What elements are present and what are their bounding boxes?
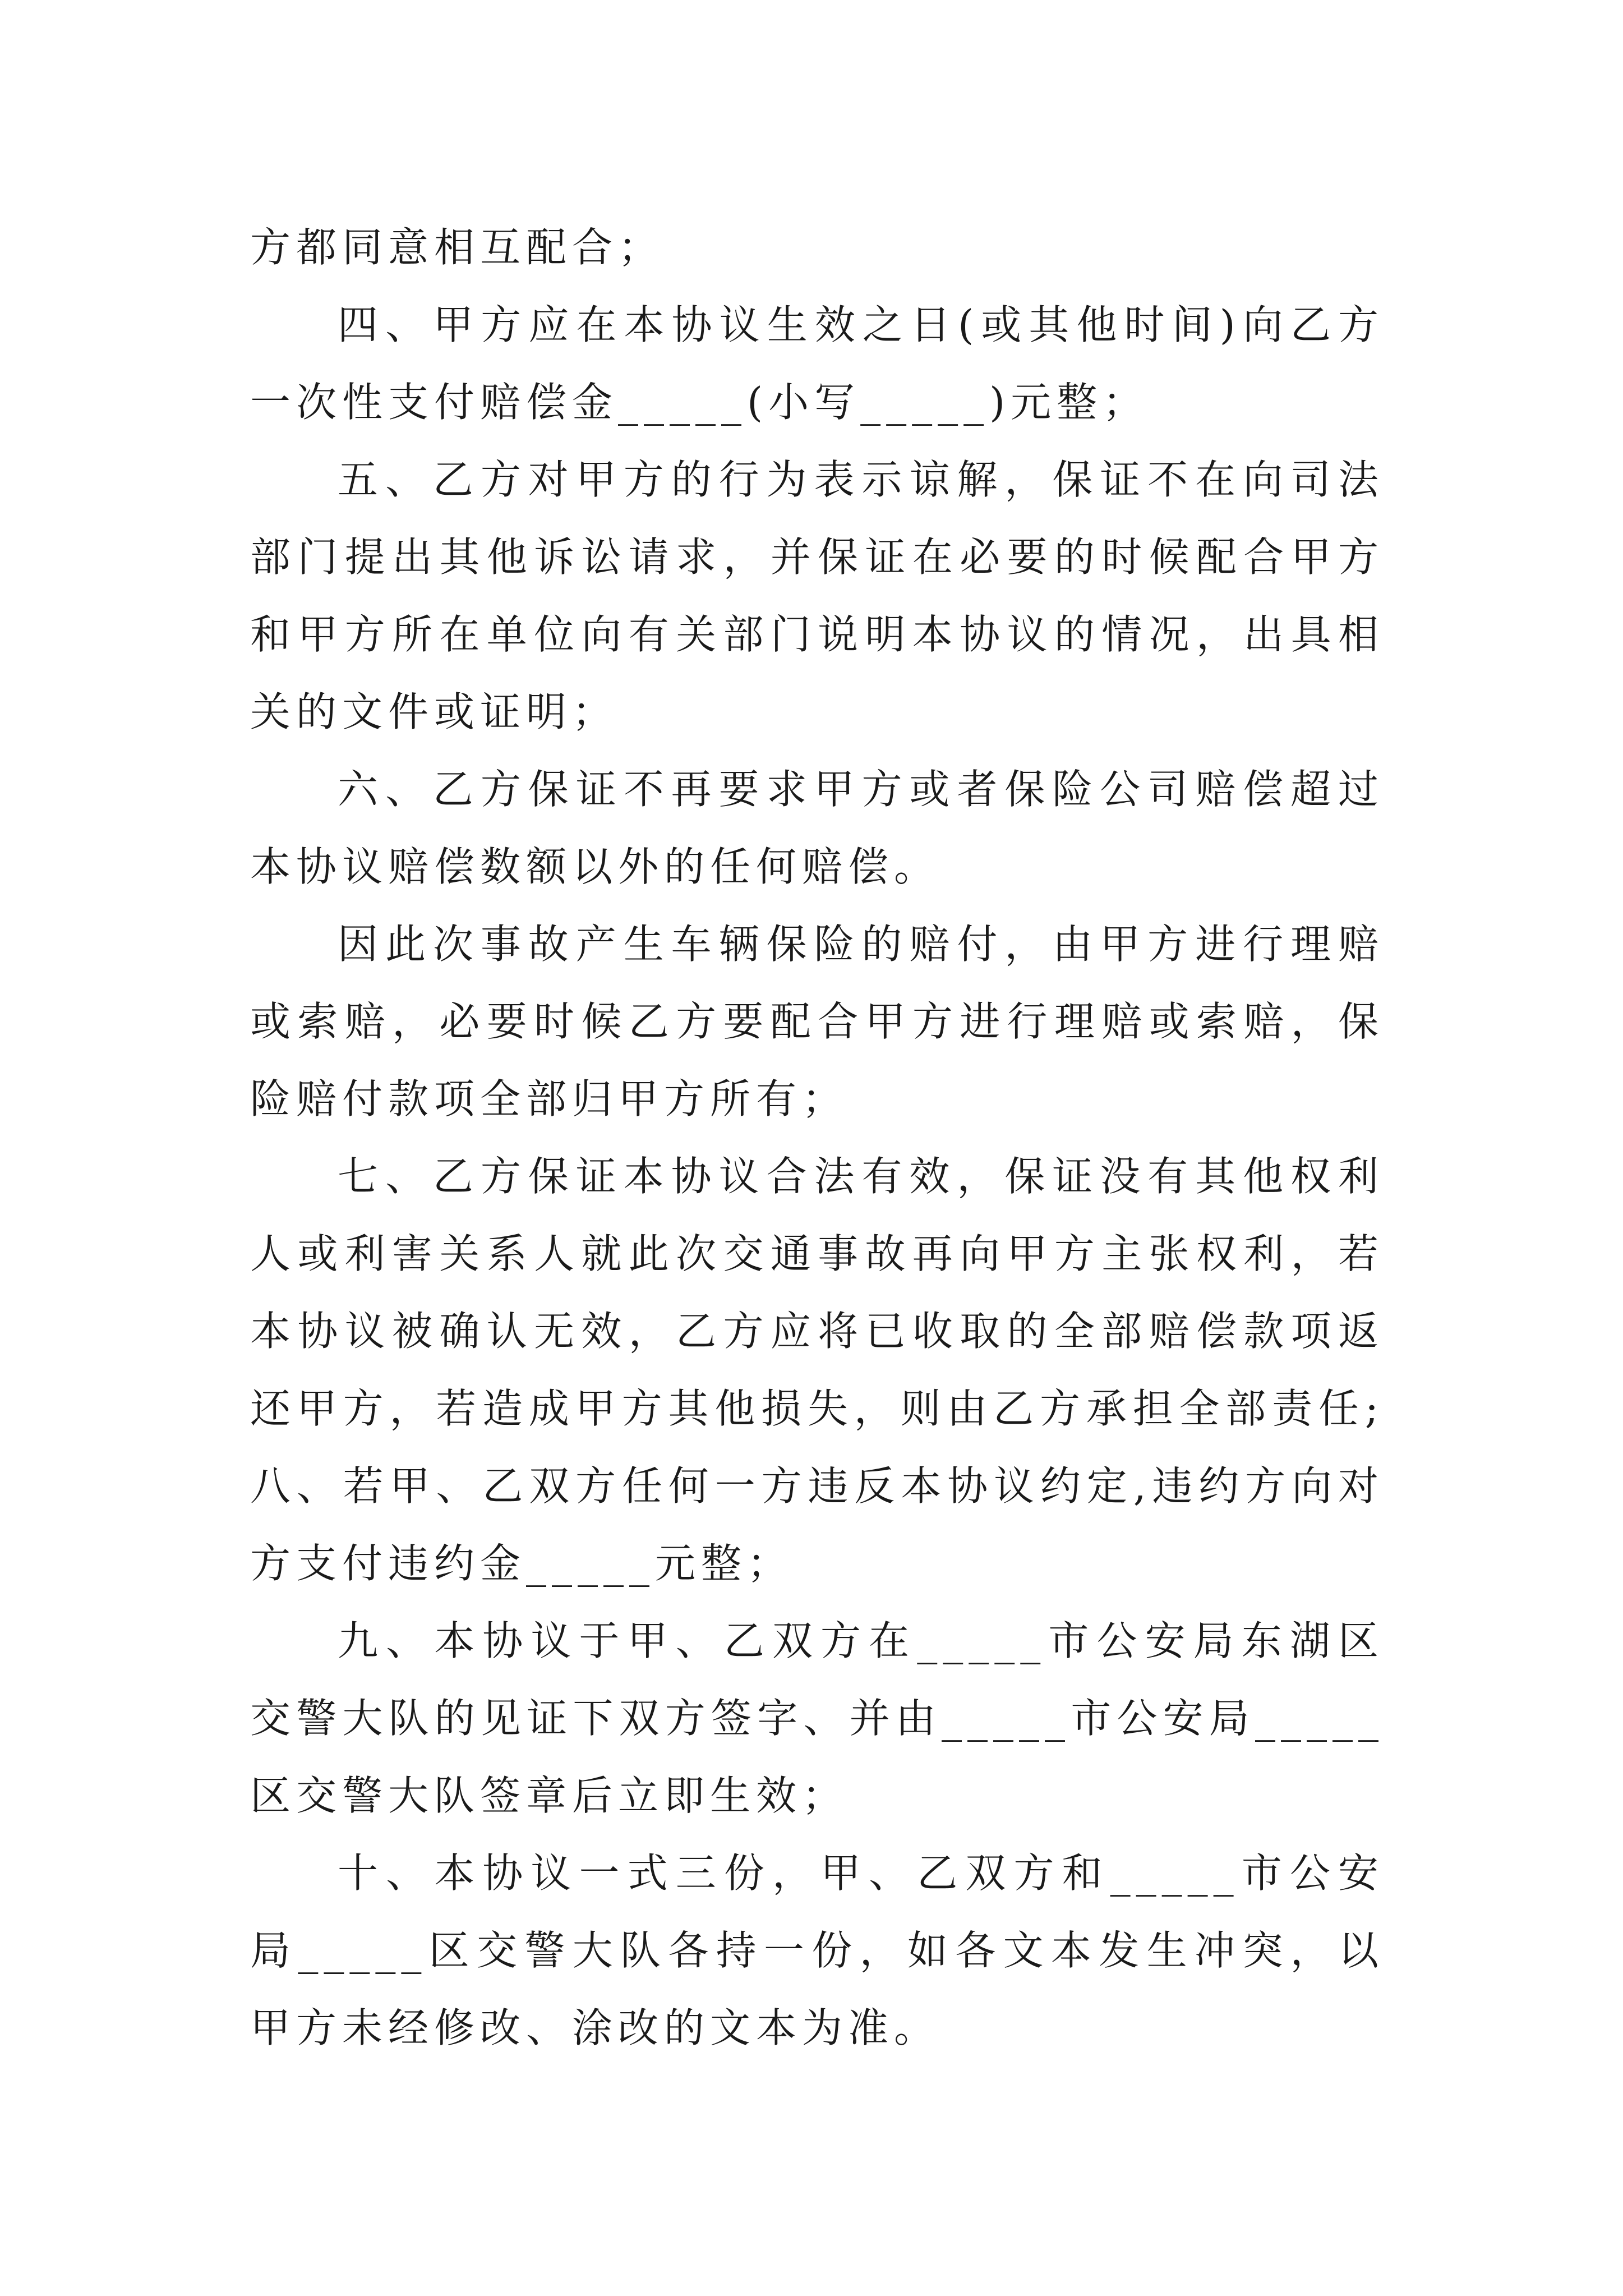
paragraph-continuation: 方都同意相互配合； — [250, 224, 665, 271]
paragraph-clause-7-8: 七、乙方保证本协议合法有效，保证没有其他权利人或利害关系人就此次交通事故再向甲方主张权利，若本协议被确认无效，乙方应将已收取的全部赔偿款项返还甲方，若造成甲方其他损失，则由乙方承担全部责任;八、若甲、乙双方任何一方违反本协议约定,违约方向对方支付违约金_____元整； — [250, 1153, 1384, 1587]
document-body — [250, 209, 1384, 2067]
paragraph-clause-4: 四、甲方应在本协议生效之日(或其他时间)向乙方一次性支付赔偿金_____(小写_____)元整； — [250, 301, 1384, 426]
paragraph-clause-10: 十、本协议一式三份，甲、乙双方和_____市公安局_____区交警大队各持一份，如各文本发生冲突，以甲方未经修改、涂改的文本为准。 — [250, 1849, 1384, 2051]
paragraph-insurance: 因此次事故产生车辆保险的赔付，由甲方进行理赔或索赔，必要时候乙方要配合甲方进行理赔或索赔，保险赔付款项全部归甲方所有； — [250, 921, 1384, 1122]
paragraph-clause-9: 九、本协议于甲、乙双方在_____市公安局东湖区交警大队的见证下双方签字、并由_____市公安局_____区交警大队签章后立即生效； — [250, 1617, 1384, 1819]
paragraph-clause-5: 五、乙方对甲方的行为表示谅解，保证不在向司法部门提出其他诉讼请求，并保证在必要的时候配合甲方和甲方所在单位向有关部门说明本协议的情况，出具相关的文件或证明； — [250, 456, 1384, 735]
paragraph-clause-6: 六、乙方保证不再要求甲方或者保险公司赔偿超过本协议赔偿数额以外的任何赔偿。 — [250, 766, 1384, 890]
